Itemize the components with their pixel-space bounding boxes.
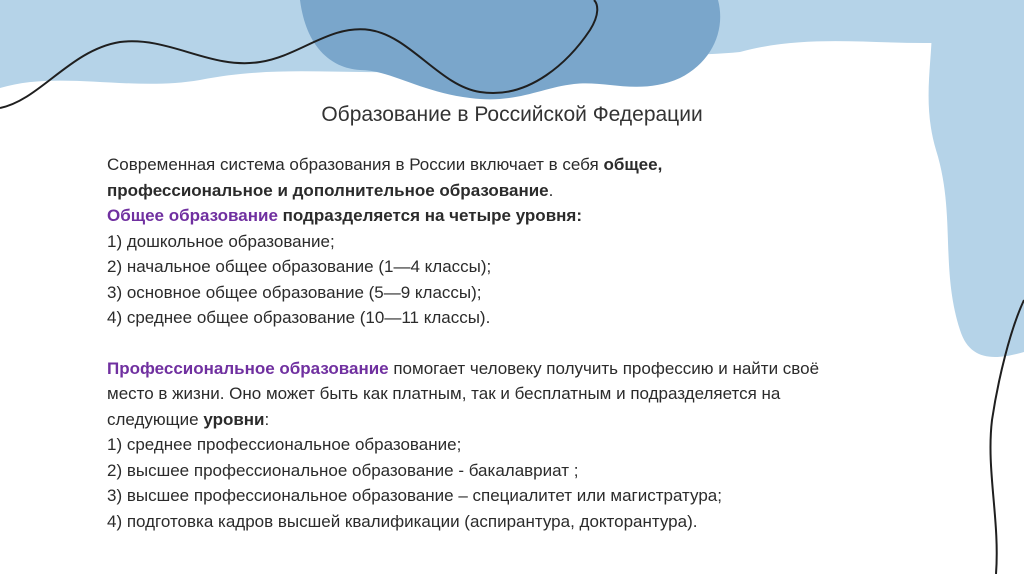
dark-blue-shape-top: [300, 0, 720, 99]
professional-line-3-suffix: :: [264, 409, 270, 429]
professional-item: 1) среднее профессиональное образование;: [107, 435, 462, 454]
general-item: 2) начальное общее образование (1—4 классы);: [107, 257, 492, 276]
general-accent-term: Общее образование: [107, 206, 278, 225]
general-heading-rest: подразделяется на четыре уровня:: [277, 206, 582, 225]
professional-line-1-rest: помогает человеку получить профессию и найти своё: [388, 358, 820, 378]
intro-suffix: .: [548, 180, 554, 200]
professional-levels-bold: уровни: [203, 409, 265, 429]
professional-accent-term: Профессиональное образование: [107, 358, 389, 378]
intro-text: Современная система образования в России включает в себя: [107, 155, 604, 174]
light-blue-shape-right: [928, 0, 1024, 357]
general-item: 1) дошкольное образование;: [107, 231, 335, 251]
professional-line-1: [107, 356, 907, 382]
slide-title: Образование в Российской Федерации: [321, 103, 703, 126]
intro-line-1: [107, 152, 907, 178]
general-item: 4) среднее общее образование (10—11 классы).: [107, 308, 491, 327]
professional-item: 3) высшее профессиональное образование – специалитет или магистратура;: [107, 486, 722, 505]
slide-body: [107, 152, 907, 534]
paragraph-gap: [107, 331, 907, 356]
intro-bold-types: профессиональное и дополнительное образование: [107, 180, 549, 200]
intro-line-2: [107, 178, 907, 204]
professional-line-3: [107, 407, 907, 433]
professional-item: 4) подготовка кадров высшей квалификации (аспирантура, докторантура).: [107, 511, 698, 531]
professional-line-3-prefix: следующие: [107, 409, 204, 429]
professional-item: 2) высшее профессиональное образование - бакалавриат ;: [107, 460, 579, 480]
intro-bold-general: общее,: [603, 155, 663, 174]
general-heading: [107, 203, 907, 229]
general-item: 3) основное общее образование (5—9 классы);: [107, 282, 482, 302]
professional-line-2: место в жизни. Оно может быть как платным, так и бесплатным и подразделяется на: [107, 384, 781, 403]
